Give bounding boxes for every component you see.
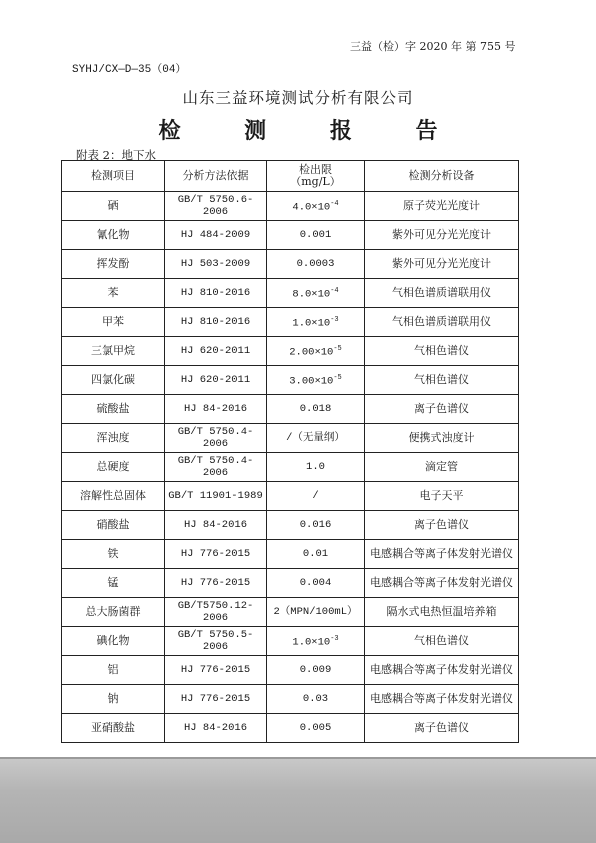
cell-method: HJ 620-2011: [165, 366, 267, 395]
limit-exponent: -3: [330, 635, 339, 644]
table-row: [62, 279, 519, 308]
table-row: [62, 598, 519, 627]
cell-item: 硒: [62, 192, 165, 221]
limit-value: 1.0: [306, 461, 325, 473]
table-row: [62, 424, 519, 453]
cell-limit: [267, 482, 365, 511]
limit-value: 2.00×10: [289, 346, 334, 359]
cell-method: HJ 620-2011: [165, 337, 267, 366]
table-row: [62, 569, 519, 598]
header-equipment: 检测分析设备: [365, 161, 519, 192]
cell-equipment: 电感耦合等离子体发射光谱仪: [365, 569, 519, 598]
limit-value: /（无量纲）: [286, 432, 345, 444]
table-row: [62, 627, 519, 656]
limit-value: 0.001: [299, 229, 332, 241]
cell-method: GB/T 5750.6-2006: [165, 192, 267, 221]
cell-equipment: 便携式浊度计: [365, 424, 519, 453]
table-row: [62, 395, 519, 424]
cell-equipment: 滴定管: [365, 453, 519, 482]
limit-value: 1.0×10: [292, 636, 331, 649]
cell-equipment: 电感耦合等离子体发射光谱仪: [365, 656, 519, 685]
cell-item: 铝: [62, 656, 165, 685]
cell-item: 氰化物: [62, 221, 165, 250]
cell-limit: [267, 453, 365, 482]
limit-value: 0.016: [299, 519, 332, 531]
cell-method: HJ 484-2009: [165, 221, 267, 250]
appendix-label: 附表 2：地下水: [76, 148, 156, 162]
report-title: 检 测 报 告: [158, 118, 466, 144]
cell-equipment: 气相色谱质谱联用仪: [365, 308, 519, 337]
header-method: 分析方法依据: [165, 161, 267, 192]
cell-equipment: 离子色谱仪: [365, 714, 519, 743]
company-name: 山东三益环境测试分析有限公司: [182, 89, 414, 107]
cell-limit: [267, 598, 365, 627]
limit-exponent: -5: [333, 345, 342, 354]
cell-item: 溶解性总固体: [62, 482, 165, 511]
header-limit-line2: （mg/L）: [290, 175, 341, 188]
limit-value: 0.009: [299, 664, 332, 676]
table-row: [62, 482, 519, 511]
cell-equipment: 气相色谱质谱联用仪: [365, 279, 519, 308]
cell-limit: [267, 656, 365, 685]
table-header-row: [62, 161, 519, 192]
limit-value: 8.0×10: [292, 288, 331, 301]
page-fold-shadow: [0, 757, 596, 843]
cell-limit: [267, 395, 365, 424]
limit-value: 0.004: [299, 577, 332, 589]
limit-value: 0.018: [299, 403, 332, 415]
cell-equipment: 气相色谱仪: [365, 366, 519, 395]
cell-item: 三氯甲烷: [62, 337, 165, 366]
table-row: [62, 453, 519, 482]
cell-method: HJ 776-2015: [165, 685, 267, 714]
cell-method: GB/T 5750.4-2006: [165, 453, 267, 482]
cell-equipment: 电感耦合等离子体发射光谱仪: [365, 685, 519, 714]
cell-method: GB/T 5750.5-2006: [165, 627, 267, 656]
cell-item: 苯: [62, 279, 165, 308]
limit-exponent: -3: [330, 316, 339, 325]
table-row: [62, 337, 519, 366]
cell-limit: [267, 308, 365, 337]
table-row: [62, 250, 519, 279]
cell-method: HJ 776-2015: [165, 540, 267, 569]
cell-limit: [267, 569, 365, 598]
table-body: [62, 192, 519, 743]
cell-item: 总硬度: [62, 453, 165, 482]
header-item: 检测项目: [62, 161, 165, 192]
cell-equipment: 电子天平: [365, 482, 519, 511]
table-row: [62, 308, 519, 337]
cell-equipment: 离子色谱仪: [365, 395, 519, 424]
cell-limit: [267, 540, 365, 569]
document-number: 三益（检）字 2020 年 第 755 号: [350, 40, 516, 53]
cell-limit: [267, 627, 365, 656]
cell-limit: [267, 279, 365, 308]
cell-method: HJ 776-2015: [165, 569, 267, 598]
limit-value: 0.03: [302, 693, 329, 705]
cell-equipment: 气相色谱仪: [365, 337, 519, 366]
limit-value: /: [312, 490, 319, 502]
table-row: [62, 511, 519, 540]
form-code: SYHJ/CX—D—35（04）: [72, 64, 187, 76]
table-row: [62, 221, 519, 250]
cell-item: 四氯化碳: [62, 366, 165, 395]
cell-item: 硫酸盐: [62, 395, 165, 424]
cell-limit: [267, 221, 365, 250]
cell-method: GB/T 11901-1989: [165, 482, 267, 511]
cell-method: GB/T5750.12-2006: [165, 598, 267, 627]
cell-item: 硝酸盐: [62, 511, 165, 540]
cell-item: 总大肠菌群: [62, 598, 165, 627]
limit-value: 3.00×10: [289, 375, 334, 388]
cell-equipment: 电感耦合等离子体发射光谱仪: [365, 540, 519, 569]
cell-item: 浑浊度: [62, 424, 165, 453]
cell-equipment: 紫外可见分光光度计: [365, 221, 519, 250]
cell-method: HJ 84-2016: [165, 395, 267, 424]
table-row: [62, 366, 519, 395]
cell-item: 甲苯: [62, 308, 165, 337]
limit-value: 4.0×10: [292, 201, 331, 214]
cell-item: 钠: [62, 685, 165, 714]
limit-exponent: -4: [330, 200, 339, 209]
table-row: [62, 685, 519, 714]
cell-limit: [267, 685, 365, 714]
cell-method: HJ 84-2016: [165, 714, 267, 743]
cell-item: 碘化物: [62, 627, 165, 656]
cell-limit: [267, 337, 365, 366]
table-row: [62, 656, 519, 685]
results-table: [61, 160, 519, 743]
table-row: [62, 540, 519, 569]
stamp-mark: [558, 367, 596, 492]
cell-equipment: 气相色谱仪: [365, 627, 519, 656]
cell-equipment: 原子荧光光度计: [365, 192, 519, 221]
cell-method: HJ 810-2016: [165, 279, 267, 308]
limit-exponent: -4: [330, 287, 339, 296]
cell-limit: [267, 366, 365, 395]
cell-item: 亚硝酸盐: [62, 714, 165, 743]
cell-method: HJ 84-2016: [165, 511, 267, 540]
cell-method: HJ 776-2015: [165, 656, 267, 685]
cell-item: 铁: [62, 540, 165, 569]
header-limit: [267, 161, 365, 192]
cell-equipment: 紫外可见分光光度计: [365, 250, 519, 279]
cell-method: HJ 810-2016: [165, 308, 267, 337]
cell-limit: [267, 714, 365, 743]
table-row: [62, 714, 519, 743]
cell-method: GB/T 5750.4-2006: [165, 424, 267, 453]
cell-limit: [267, 424, 365, 453]
cell-limit: [267, 511, 365, 540]
cell-limit: [267, 250, 365, 279]
cell-item: 挥发酚: [62, 250, 165, 279]
table-row: [62, 192, 519, 221]
limit-value: 0.005: [299, 722, 332, 734]
cell-equipment: 离子色谱仪: [365, 511, 519, 540]
limit-exponent: -5: [333, 374, 342, 383]
limit-value: 0.0003: [296, 258, 335, 270]
cell-item: 锰: [62, 569, 165, 598]
limit-value: 1.0×10: [292, 317, 331, 330]
cell-equipment: 隔水式电热恒温培养箱: [365, 598, 519, 627]
limit-value: 2（MPN/100mL）: [273, 606, 358, 618]
cell-limit: [267, 192, 365, 221]
header-limit-line1: 检出限: [299, 163, 332, 176]
page-fold-edge: [0, 757, 596, 759]
cell-method: HJ 503-2009: [165, 250, 267, 279]
limit-value: 0.01: [302, 548, 329, 560]
